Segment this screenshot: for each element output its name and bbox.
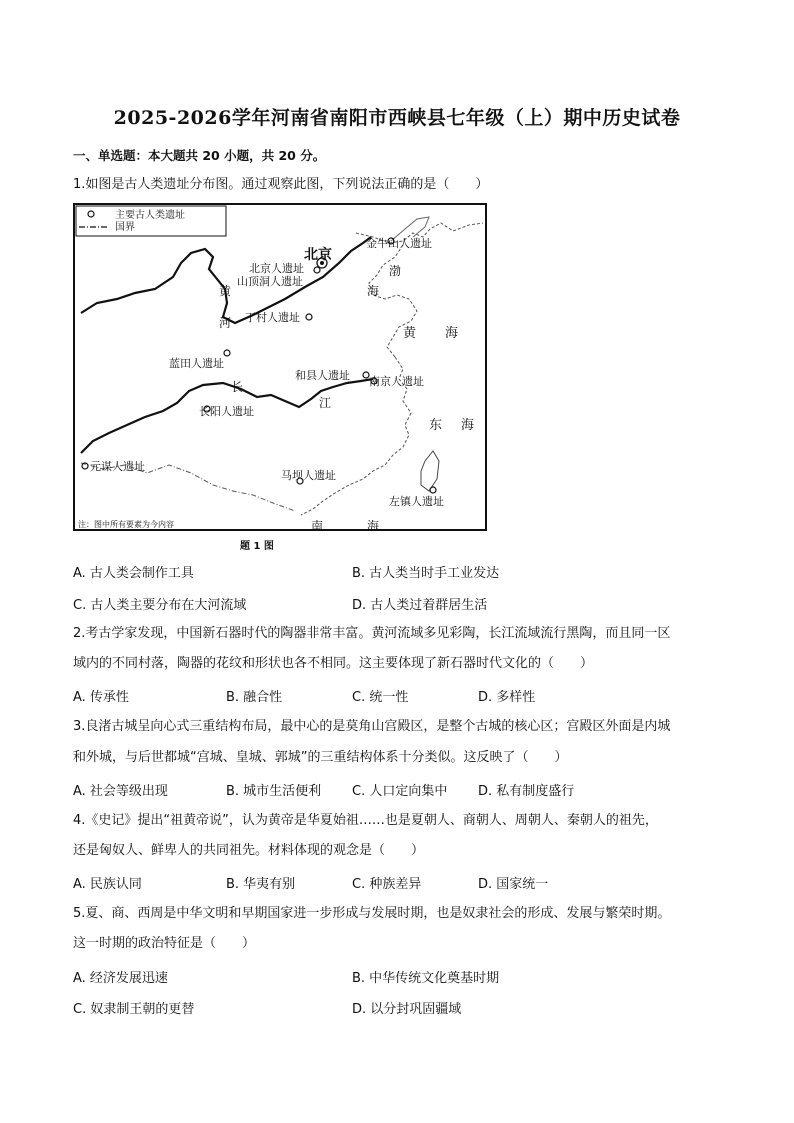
q4-option-a[interactable]: A. 民族认同 [73,877,142,892]
site-zuozhen-label: 左镇人遗址 [389,495,444,508]
label-huanghai-2: 海 [445,326,459,341]
q5-option-c[interactable]: C. 奴隶制王朝的更替 [73,1002,195,1017]
question-2-line-2: 域内的不同村落，陶器的花纹和形状也各不相同。这主要体现了新石器时代文化的（ ） [73,656,594,671]
legend-site-label: 主要古人类遗址 [115,210,185,221]
label-nanhai-2: 海 [367,519,380,532]
site-yuanmou-label: 元谋人遗址 [90,460,145,473]
question-4-line-1: 4.《史记》提出“祖黄帝说”，认为黄帝是华夏始祖……也是夏朝人、商朝人、周朝人、秦朝人的祖先， [73,813,658,828]
label-chang: 长 [231,380,244,394]
label-donghai-1: 东 [429,418,443,433]
page-title: 2025-2026学年河南省南阳市西峡县七年级（上）期中历史试卷 [113,107,681,129]
q2-option-b[interactable]: B. 融合性 [226,690,283,705]
legend-border-label: 国界 [115,222,135,233]
question-1-text: 1.如图是古人类遗址分布图。通过观察此图，下列说法正确的是（ ） [73,177,489,192]
label-bo: 渤 [389,264,402,278]
question-5-line-2: 这一时期的政治特征是（ ） [73,936,256,951]
question-3-line-1: 3.良渚古城呈向心式三重结构布局，最中心的是莫角山宫殿区，是整个古城的核心区；宫殿区外面是内城 [73,719,671,734]
q3-option-c[interactable]: C. 人口定向集中 [352,784,448,799]
q4-option-d[interactable]: D. 国家统一 [478,877,549,892]
q4-option-c[interactable]: C. 种族差异 [352,877,422,892]
map-note: 注：图中所有要素为今内容 [78,520,174,529]
site-hexian-label: 和县人遗址 [295,369,350,382]
q3-option-d[interactable]: D. 私有制度盛行 [478,784,575,799]
map-frame [74,204,486,530]
site-lantian-label: 蓝田人遗址 [169,357,224,370]
question-4-line-2: 还是匈奴人、鲜卑人的共同祖先。材料体现的观念是（ ） [73,843,425,858]
label-jiang: 江 [319,396,332,410]
q1-option-c[interactable]: C. 古人类主要分布在大河流域 [73,598,247,613]
q2-option-d[interactable]: D. 多样性 [478,690,536,705]
beijing-label: 北京 [304,247,332,263]
question-5-line-1: 5.夏、商、西周是中华文明和早期国家进一步形成与发展时期，也是奴隶社会的形成、发展与繁荣时期。 [73,906,671,921]
section-heading: 一、单选题：本大题共 20 小题，共 20 分。 [73,148,326,163]
label-donghai-2: 海 [461,418,475,433]
q4-option-b[interactable]: B. 华夷有别 [226,877,296,892]
q1-option-b[interactable]: B. 古人类当时手工业发达 [352,566,500,581]
label-huanghai-1: 黄 [403,326,417,341]
question-2-line-1: 2.考古学家发现，中国新石器时代的陶器非常丰富。黄河流域多见彩陶，长江流域流行黑陶，而且同一区 [73,626,671,641]
figure-caption: 题 1 图 [240,541,274,552]
site-shandingdong-label: 山顶洞人遗址 [237,275,303,288]
q5-option-a[interactable]: A. 经济发展迅速 [73,971,168,986]
q1-option-d[interactable]: D. 古人类过着群居生活 [352,598,488,613]
ancient-sites-map [73,203,487,532]
question-3-line-2: 和外城，与后世都城“宫城、皇城、郭城”的三重结构体系十分类似。这反映了（ ） [73,750,568,765]
q3-option-a[interactable]: A. 社会等级出现 [73,784,168,799]
site-maba-label: 马坝人遗址 [281,469,336,482]
q5-option-b[interactable]: B. 中华传统文化奠基时期 [352,971,500,986]
site-changyang-label: 长阳人遗址 [199,405,254,418]
q2-option-c[interactable]: C. 统一性 [352,690,409,705]
site-nanjing-label: 南京人遗址 [369,375,424,388]
q3-option-b[interactable]: B. 城市生活便利 [226,784,322,799]
label-nanhai-1: 南 [311,519,324,532]
site-beijingren-label: 北京人遗址 [249,262,304,275]
label-he: 河 [219,316,232,330]
q5-option-d[interactable]: D. 以分封巩固疆域 [352,1002,462,1017]
label-huang: 黄 [219,284,232,298]
q2-option-a[interactable]: A. 传承性 [73,690,129,705]
label-bohai-hai: 海 [367,284,380,298]
q1-option-a[interactable]: A. 古人类会制作工具 [73,566,194,581]
site-jinniushan-label: 金牛山人遗址 [366,237,432,250]
site-dingcun-label: 丁村人遗址 [245,311,300,324]
